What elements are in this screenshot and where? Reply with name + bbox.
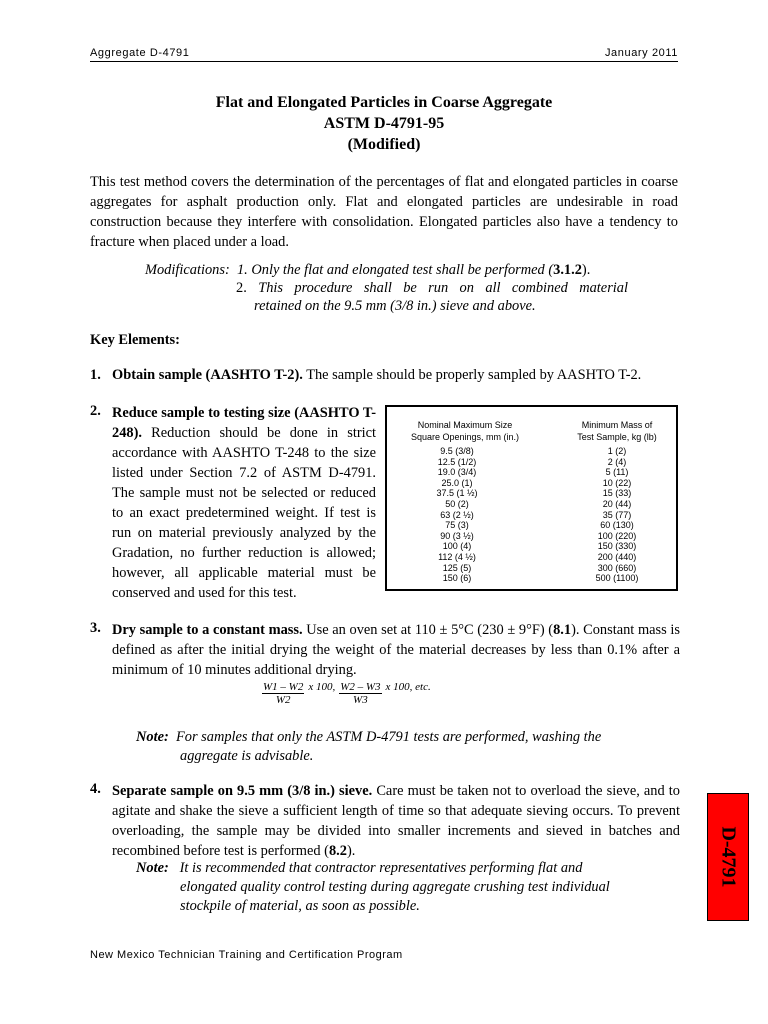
table-cell-mass: 300 (660) xyxy=(597,562,637,573)
item-4-heading: Separate sample on 9.5 mm (3/8 in.) sieve. xyxy=(112,783,373,799)
table-cell-mass: 10 (22) xyxy=(602,477,632,488)
page-subtitle-standard: ASTM D-4791-95 xyxy=(323,115,445,132)
item-4-text-a: Care must be taken not to overload the sieve, and to agitate and shake the sieve a sufficient length of time so that adequate sieving occurs. To prevent overloading, the sample may be divided into smaller increments and sieved in batches and recombined before test is performed ( xyxy=(112,783,681,859)
table-row xyxy=(387,541,676,552)
table-cell-size: 9.5 (3/8) xyxy=(440,446,474,456)
table-body xyxy=(387,446,676,584)
table-header-size-line2: Square Openings, mm (in.) xyxy=(410,432,520,442)
item-4-ref: 8.2 xyxy=(328,843,347,859)
table-cell-mass: 500 (1100) xyxy=(595,573,639,584)
table-cell-mass: 20 (44) xyxy=(602,498,632,509)
table-cell-mass: 15 (33) xyxy=(602,488,632,499)
table-cell-mass: 2 (4) xyxy=(607,456,627,467)
item-3-text-a: Use an oven set at 110 ± 5°C (230 ± 9°F) ( xyxy=(302,622,554,638)
note-2-line2: elongated quality control testing during aggregate crushing test individual xyxy=(180,879,610,895)
item-4-text-b: ). xyxy=(346,843,356,859)
item-1-text: The sample should be properly sampled by AASHTO T-2. xyxy=(302,367,642,383)
formula-multiplier-1: x 100, xyxy=(308,681,336,693)
table-row xyxy=(387,563,676,574)
note-2-line3: stockpile of material, as soon as possible. xyxy=(180,898,420,914)
formula-multiplier-2: x 100, etc. xyxy=(385,681,431,693)
moisture-formula xyxy=(262,681,435,706)
table-row xyxy=(387,531,676,542)
intro-paragraph: This test method covers the determination of the percentages of flat and elongated particles in coarse aggregates for asphalt production only. Flat and elongated particles are undesirable in road construction because they interfere with consolidation. Elongated particles also have a tendency to fracture when placed under a load. xyxy=(90,174,678,250)
formula-numerator-1: W1 – W2 xyxy=(263,681,304,693)
modification-1-number: 1. xyxy=(236,262,248,278)
table-cell-size: 50 (2) xyxy=(445,498,469,509)
table-cell-size: 63 (2 ½) xyxy=(440,509,474,520)
section-tab xyxy=(707,793,749,921)
table-cell-size: 90 (3 ½) xyxy=(440,530,474,541)
table-header-size xyxy=(395,419,535,443)
item-1-heading: Obtain sample (AASHTO T-2). xyxy=(112,367,303,383)
table-cell-mass: 5 (11) xyxy=(605,467,629,478)
table-header-size-line1: Nominal Maximum Size xyxy=(417,420,513,430)
table-cell-mass: 200 (440) xyxy=(597,551,637,562)
table-header-mass xyxy=(562,419,672,443)
table-row xyxy=(387,520,676,531)
sample-size-table xyxy=(385,405,678,591)
item-4-number: 4. xyxy=(90,781,101,797)
modification-1-ref: 3.1.2 xyxy=(553,262,582,278)
table-row xyxy=(387,488,676,499)
header-rule xyxy=(90,61,678,62)
modification-2-line1 xyxy=(145,279,628,297)
table-row xyxy=(387,478,676,489)
item-4 xyxy=(112,781,680,861)
table-cell-size: 12.5 (1/2) xyxy=(437,456,477,467)
section-tab-label: D-4791 xyxy=(717,826,740,888)
item-2-number: 2. xyxy=(90,403,101,419)
table-row xyxy=(387,499,676,510)
formula-denominator-2: W3 xyxy=(353,694,368,706)
note-1 xyxy=(136,728,666,766)
table-cell-size: 100 (4) xyxy=(442,541,472,552)
table-row xyxy=(387,446,676,457)
formula-fraction-2 xyxy=(339,681,381,706)
table-row xyxy=(387,552,676,563)
table-row xyxy=(387,467,676,478)
table-row xyxy=(387,510,676,521)
item-3 xyxy=(112,620,680,680)
note-2 xyxy=(136,859,666,916)
modification-2-number: 2. xyxy=(236,280,247,296)
header-date: January 2011 xyxy=(604,47,678,59)
table-cell-mass: 100 (220) xyxy=(597,530,637,541)
item-1 xyxy=(112,367,682,384)
modifications-label: Modifications: xyxy=(145,262,230,278)
item-2 xyxy=(112,403,376,603)
modification-1 xyxy=(145,261,665,279)
table-header-mass-line1: Minimum Mass of xyxy=(581,420,653,430)
table-cell-mass: 1 (2) xyxy=(607,446,627,456)
table-cell-size: 112 (4 ½) xyxy=(438,551,476,562)
note-2-line1: It is recommended that contractor representatives performing flat and xyxy=(179,860,583,876)
item-2-text: Reduction should be done in strict accordance with AASHTO T-248 to the size listed under Section 7.2 of ASTM D-4791. The sample must not be selected or reduced to an exact predetermined weight. If test is run on material previously analyzed by the Gradation, no further reduction is allowed; however, all applicable material must be conserved and used for this test. xyxy=(112,425,376,601)
table-cell-size: 125 (5) xyxy=(442,562,472,573)
table-cell-size: 19.0 (3/4) xyxy=(437,467,477,478)
item-3-ref: 8.1 xyxy=(553,622,572,638)
table-cell-mass: 35 (77) xyxy=(602,509,632,520)
page-subtitle-modified: (Modified) xyxy=(347,136,421,153)
modification-2-text-1: This procedure shall be run on all combined material xyxy=(258,280,628,296)
note-1-line2: aggregate is advisable. xyxy=(180,748,314,764)
table-cell-mass: 150 (330) xyxy=(597,541,637,552)
item-3-number: 3. xyxy=(90,620,101,636)
modification-2-line2: retained on the 9.5 mm (3/8 in.) sieve and above. xyxy=(254,298,536,314)
table-cell-size: 37.5 (1 ½) xyxy=(436,488,478,499)
formula-fraction-1 xyxy=(262,681,304,706)
item-1-number: 1. xyxy=(90,367,101,383)
formula-numerator-2: W2 – W3 xyxy=(340,681,381,693)
table-cell-mass: 60 (130) xyxy=(600,520,634,531)
formula-denominator-1: W2 xyxy=(275,694,291,706)
table-header-mass-line2: Test Sample, kg (lb) xyxy=(577,432,657,442)
table-cell-size: 75 (3) xyxy=(445,520,469,531)
item-3-text-b: ). Constant mass is defined as after the initial drying the weight of the material decreases by less than 0.1% after a minimum of 10 minutes additional drying. xyxy=(112,622,681,678)
note-1-line1: For samples that only the ASTM D-4791 tests are performed, washing the xyxy=(175,729,602,745)
table-cell-size: 25.0 (1) xyxy=(441,477,473,488)
table-row xyxy=(387,457,676,468)
page-title: Flat and Elongated Particles in Coarse Aggregate xyxy=(215,94,553,111)
modifications-block xyxy=(145,261,665,315)
item-3-heading: Dry sample to a constant mass. xyxy=(112,622,303,638)
modification-1-text: Only the flat and elongated test shall be performed ( xyxy=(251,262,554,278)
header-doc-id: Aggregate D-4791 xyxy=(90,47,190,59)
table-row xyxy=(387,573,676,584)
note-1-label: Note: xyxy=(136,729,169,745)
footer-program: New Mexico Technician Training and Certification Program xyxy=(90,949,403,961)
note-2-label: Note: xyxy=(136,860,169,876)
table-cell-size: 150 (6) xyxy=(442,573,472,584)
item-2-heading: Reduce sample to testing size (AASHTO T-248). xyxy=(112,405,376,441)
modification-1-end: ). xyxy=(581,262,591,278)
key-elements-heading: Key Elements: xyxy=(90,332,180,348)
